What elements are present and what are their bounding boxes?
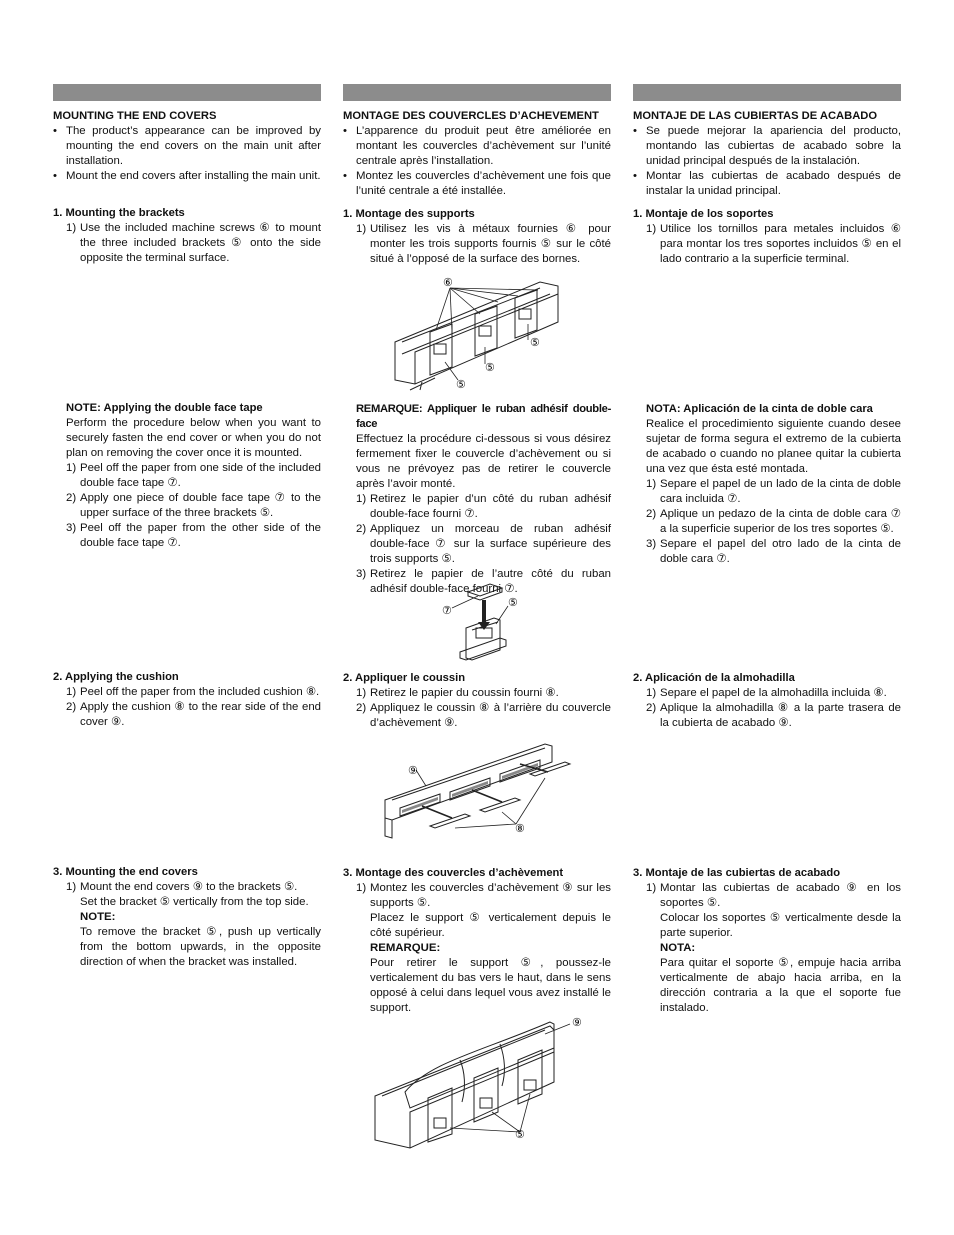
- numbered-item: [343, 492, 611, 522]
- item-number: 2): [646, 508, 657, 520]
- item-text: Use the included machine screws ⑥ to mount the three included brackets ⑤ onto the side opposite the terminal surface.: [80, 222, 321, 264]
- note-intro: Perform the procedure below when you want to securely fasten the end cover or when you do not plan on removing the cover once it is mounted.: [66, 417, 321, 459]
- step-heading: 2. Applying the cushion: [53, 671, 179, 683]
- step-heading: 3. Mounting the end covers: [53, 866, 198, 878]
- numbered-item: [633, 477, 901, 507]
- note-block: [343, 402, 611, 597]
- note-heading: NOTA: Aplicación de la cinta de doble cara: [646, 403, 873, 415]
- bullet-item: • The product’s appearance can be improved by mounting the end covers on the main unit after installation.: [53, 124, 321, 169]
- numbered-item: [633, 686, 901, 701]
- item-number: 3): [356, 568, 367, 580]
- callout-bracket: ⑤: [508, 597, 518, 609]
- callout-bracket: ⑤: [530, 337, 540, 349]
- step-heading: 3. Montaje de las cubiertas de acabado: [633, 867, 841, 879]
- column-english: [53, 84, 321, 968]
- step-heading: 2. Appliquer le coussin: [343, 672, 466, 684]
- item-number: 1): [646, 882, 657, 894]
- item-text: Apply one piece of double face tape ⑦ to the upper surface of the three brackets ⑤.: [80, 492, 321, 519]
- numbered-item: [633, 507, 901, 537]
- item-text: Retirez le papier du coussin fourni ⑧.: [370, 687, 559, 699]
- item-text: Montez les couvercles d’achèvement ⑨ sur les supports ⑤.: [370, 882, 611, 909]
- note-heading: NOTE: Applying the double face tape: [66, 402, 263, 414]
- section-header-bar: [343, 84, 611, 101]
- note-text: Para quitar el soporte ⑤, empuje hacia arriba verticalmente de abajo hacia arriba, en la dirección contraria a la que el soporte fue instalado.: [660, 957, 901, 1014]
- note-heading: REMARQUE: Appliquer le ruban adhésif double-face: [356, 403, 611, 430]
- numbered-item: [633, 537, 901, 567]
- section-title: MONTAJE DE LAS CUBIERTAS DE ACABADO: [633, 110, 878, 122]
- callout-bracket: ⑤: [485, 362, 495, 374]
- bullet-item: • L’apparence du produit peut être améliorée en montant les couvercles d’achèvement sur l’unité centrale après l’installation.: [343, 124, 611, 169]
- item-text: Peel off the paper from one side of the included double face tape ⑦.: [80, 462, 321, 489]
- numbered-item: [53, 700, 321, 730]
- step-detail: Colocar los soportes ⑤ verticalmente desde la parte superior.: [660, 912, 901, 939]
- bullet-item: • Montez les couvercles d’achèvement une fois que l’unité centrale a été installée.: [343, 169, 611, 199]
- item-number: 1): [356, 687, 367, 699]
- numbered-item: [343, 701, 611, 731]
- note-block: [633, 402, 901, 567]
- numbered-item: [343, 522, 611, 567]
- step-2-block: [633, 671, 901, 731]
- item-number: 2): [66, 701, 77, 713]
- note-text: To remove the bracket ⑤, push up vertically from the bottom upwards, in the opposite direction of when the bracket was installed.: [80, 926, 321, 968]
- column-french: [343, 84, 611, 1014]
- bracket-mounting-illustration: [390, 272, 570, 394]
- callout-tape: ⑦: [442, 605, 452, 617]
- item-number: 1): [646, 687, 657, 699]
- item-text: Montar las cubiertas de acabado ⑨ en los soportes ⑤.: [660, 882, 901, 909]
- note-label: NOTA:: [660, 942, 696, 954]
- numbered-item: [53, 221, 321, 266]
- numbered-item: [53, 880, 321, 895]
- item-number: 1): [66, 222, 77, 234]
- step-2-block: [343, 671, 611, 731]
- section-title: MOUNTING THE END COVERS: [53, 110, 217, 122]
- numbered-item: [53, 521, 321, 551]
- item-number: 1): [66, 881, 77, 893]
- numbered-item: [53, 461, 321, 491]
- item-text: Separe el papel del otro lado de la cinta de doble cara ⑦.: [660, 538, 901, 565]
- step-1-block: [53, 206, 321, 266]
- note-intro: Realice el procedimiento siguiente cuando desee sujetar de forma segura el extremo de la cubierta de acabado o cuando no planee quitar la cubierta una vez que ésta esté montada.: [646, 418, 901, 475]
- item-text: Retirez le papier d’un côté du ruban adhésif double-face fourni ⑦.: [370, 493, 611, 520]
- numbered-item: [633, 881, 901, 911]
- item-text: Utilisez les vis à métaux fournies ⑥ pour monter les trois supports fournis ⑤ sur le côté situé à l’opposé de la surface des bornes.: [370, 223, 611, 265]
- item-number: 1): [66, 462, 77, 474]
- item-text: Aplique la almohadilla ⑧ a la parte trasera de la cubierta de acabado ⑨.: [660, 702, 901, 729]
- section-header-bar: [633, 84, 901, 101]
- numbered-item: [53, 491, 321, 521]
- bullet-item: • Montar las cubiertas de acabado después de instalar la unidad principal.: [633, 169, 901, 199]
- item-number: 3): [66, 522, 77, 534]
- item-text: Aplique un pedazo de la cinta de doble cara ⑦ a la superficie superior de los tres soportes ⑤.: [660, 508, 901, 535]
- item-number: 3): [646, 538, 657, 550]
- item-number: 2): [356, 523, 367, 535]
- numbered-item: [633, 701, 901, 731]
- item-number: 1): [646, 478, 657, 490]
- item-number: 2): [66, 492, 77, 504]
- callout-end-cover: ⑨: [408, 765, 418, 777]
- numbered-item: [343, 686, 611, 701]
- callout-screw: ⑥: [443, 277, 453, 289]
- cushion-application-illustration: [380, 742, 580, 842]
- item-text: Separe el papel de la almohadilla incluida ⑧.: [660, 687, 887, 699]
- section-title: MONTAGE DES COUVERCLES D’ACHEVEMENT: [343, 110, 599, 122]
- numbered-item: [343, 881, 611, 911]
- item-number: 1): [646, 223, 657, 235]
- item-text: Appliquez le coussin ⑧ à l’arrière du couvercle d’achèvement ⑨.: [370, 702, 611, 729]
- step-1-block: [343, 207, 611, 267]
- numbered-item: [343, 222, 611, 267]
- item-text: Separe el papel de un lado de la cinta de doble cara incluida ⑦.: [660, 478, 901, 505]
- step-heading: 2. Aplicación de la almohadilla: [633, 672, 795, 684]
- step-heading: 1. Montage des supports: [343, 208, 475, 220]
- tape-application-illustration: [440, 580, 540, 670]
- note-label: REMARQUE:: [370, 942, 441, 954]
- end-cover-mounting-illustration: [370, 1012, 590, 1162]
- item-number: 2): [646, 702, 657, 714]
- callout-cushion: ⑧: [515, 823, 525, 835]
- item-number: 2): [356, 702, 367, 714]
- item-text: Retirez le papier de l’autre côté du ruban adhésif double-face fourni ⑦.: [370, 568, 611, 595]
- item-text: Mount the end covers ⑨ to the brackets ⑤.: [80, 881, 298, 893]
- callout-end-cover: ⑨: [572, 1017, 582, 1029]
- step-3-block: [633, 866, 901, 1016]
- step-heading: 1. Mounting the brackets: [53, 207, 185, 219]
- callout-bracket: ⑤: [456, 379, 466, 391]
- step-3-block: [343, 866, 611, 1016]
- note-label: NOTE:: [80, 911, 116, 923]
- step-detail: Placez le support ⑤ verticalement depuis le côté supérieur.: [370, 912, 611, 939]
- bullet-item: • Mount the end covers after installing the main unit.: [53, 169, 321, 184]
- item-number: 1): [356, 223, 367, 235]
- step-1-block: [633, 207, 901, 267]
- item-text: Utilice los tornillos para metales incluidos ⑥ para montar los tres soportes incluidos ⑤ en el lado contrario a la superficie terminal.: [660, 223, 901, 265]
- item-number: 1): [66, 686, 77, 698]
- step-detail: Set the bracket ⑤ vertically from the top side.: [80, 896, 309, 908]
- note-block: [53, 401, 321, 551]
- numbered-item: [53, 685, 321, 700]
- item-text: Apply the cushion ⑧ to the rear side of the end cover ⑨.: [80, 701, 321, 728]
- step-3-block: [53, 865, 321, 970]
- bullet-item: • Se puede mejorar la apariencia del producto, montando las cubiertas de acabado sobre la unidad principal después de la instalación.: [633, 124, 901, 169]
- numbered-item: [633, 222, 901, 267]
- item-number: 1): [356, 882, 367, 894]
- section-header-bar: [53, 84, 321, 101]
- step-2-block: [53, 670, 321, 730]
- item-number: 1): [356, 493, 367, 505]
- note-intro: Effectuez la procédure ci-dessous si vous désirez fermement fixer le couvercle d’achèvement ou si vous ne prévoyez pas de retirer le couvercle après l’avoir monté.: [356, 433, 611, 490]
- item-text: Appliquez un morceau de ruban adhésif double-face ⑦ sur la surface supérieure des trois supports ⑤.: [370, 523, 611, 565]
- callout-bracket: ⑤: [515, 1129, 525, 1141]
- column-spanish: [633, 84, 901, 1014]
- step-heading: 3. Montage des couvercles d’achèvement: [343, 867, 564, 879]
- note-text: Pour retirer le support ⑤, poussez-le verticalement du bas vers le haut, dans le sens opposé à celui dans lequel vous avez installé le support.: [370, 957, 611, 1014]
- item-text: Peel off the paper from the other side of the double face tape ⑦.: [80, 522, 321, 549]
- step-heading: 1. Montaje de los soportes: [633, 208, 774, 220]
- item-text: Peel off the paper from the included cushion ⑧.: [80, 686, 320, 698]
